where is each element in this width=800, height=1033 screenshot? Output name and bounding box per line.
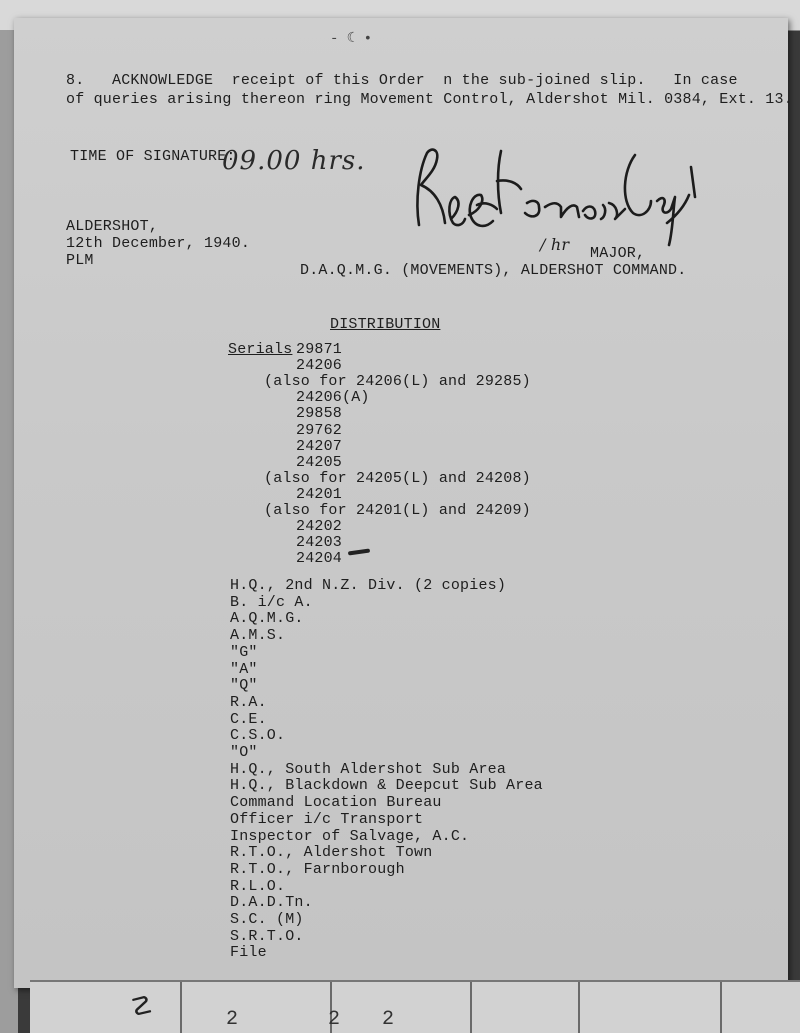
distribution-addressee-item: Command Location Bureau bbox=[230, 794, 442, 812]
distribution-addressee-item: "O" bbox=[230, 744, 258, 761]
appointment: D.A.Q.M.G. (MOVEMENTS), ALDERSHOT COMMAND. bbox=[300, 262, 687, 279]
distribution-addressee-item: S.C. (M) bbox=[230, 911, 304, 928]
distribution-addressee-item: R.T.O., Farnborough bbox=[230, 860, 405, 878]
distribution-serial-item: 24201 bbox=[296, 485, 343, 503]
distribution-serial-item: 24206(A) bbox=[296, 389, 370, 407]
paragraph-8-line-1: 8. ACKNOWLEDGE receipt of this Order n the sub-joined slip. In case bbox=[66, 72, 738, 89]
distribution-serial-item: (also for 24206(L) and 29285) bbox=[264, 373, 531, 391]
distribution-addressee-item: B. i/c A. bbox=[230, 593, 313, 611]
distribution-addressee-item: C.S.O. bbox=[230, 727, 286, 745]
distribution-addressee-item: D.A.D.Tn. bbox=[230, 894, 313, 912]
distribution-addressee-item: H.Q., South Aldershot Sub Area bbox=[230, 760, 507, 778]
distribution-addressee-item: Inspector of Salvage, A.C. bbox=[230, 827, 470, 845]
distribution-addressee-item: "Q" bbox=[230, 677, 258, 695]
distribution-serial-item: 29762 bbox=[296, 421, 343, 439]
distribution-serial-item: 24206 bbox=[296, 357, 343, 375]
distribution-addressee-item: H.Q., Blackdown & Deepcut Sub Area bbox=[230, 777, 543, 795]
distribution-addressee-item: R.A. bbox=[230, 693, 267, 711]
paragraph-8-line-2: of queries arising thereon ring Movement Control, Aldershot Mil. 0384, Ext. 13. bbox=[66, 91, 793, 108]
distribution-addressee-item: H.Q., 2nd N.Z. Div. (2 copies) bbox=[230, 577, 507, 594]
distribution-addressee-item: File bbox=[230, 944, 267, 962]
distribution-heading: DISTRIBUTION bbox=[330, 316, 441, 333]
distribution-serial-item: 29858 bbox=[296, 405, 343, 423]
distribution-addressee-item: R.T.O., Aldershot Town bbox=[230, 844, 433, 862]
date: 12th December, 1940. bbox=[66, 235, 251, 252]
page-header-mark: - ☾ • bbox=[330, 31, 373, 47]
distribution-serial-item: 24205 bbox=[296, 453, 343, 471]
rank: MAJOR, bbox=[590, 245, 646, 262]
distribution-serial-item: (also for 24201(L) and 24209) bbox=[264, 502, 531, 519]
distribution-addressee-item: "A" bbox=[230, 660, 258, 678]
signature-initial: / hr bbox=[540, 235, 570, 254]
distribution-addressee-item: S.R.T.O. bbox=[230, 927, 304, 945]
distribution-serial-item: 24203 bbox=[296, 534, 343, 552]
distribution-serial-item: 24204 bbox=[296, 550, 343, 568]
distribution-addressee-item: A.M.S. bbox=[230, 627, 286, 645]
form-number: 2 bbox=[226, 1008, 239, 1031]
distribution-addressee-item: C.E. bbox=[230, 710, 267, 728]
distribution-addressee-item: Officer i/c Transport bbox=[230, 810, 424, 828]
distribution-addressee-item: R.L.O. bbox=[230, 877, 286, 895]
bottom-form-strip bbox=[30, 980, 800, 1033]
distribution-serial-item: (also for 24205(L) and 24208) bbox=[264, 469, 531, 487]
distribution-addressee-item: A.Q.M.G. bbox=[230, 610, 304, 628]
form-number: 2 bbox=[382, 1008, 395, 1031]
distribution-serial-item: 24207 bbox=[296, 437, 343, 455]
serials-label: Serials bbox=[228, 341, 293, 358]
form-handwritten-mark: ☡ bbox=[130, 992, 154, 1022]
typist-initials: PLM bbox=[66, 252, 94, 269]
distribution-serial-item: 24202 bbox=[296, 518, 343, 536]
distribution-addressee-item: "G" bbox=[230, 643, 258, 661]
place: ALDERSHOT, bbox=[66, 218, 159, 235]
distribution-serial-item: 29871 bbox=[296, 341, 343, 358]
form-number: 2 bbox=[328, 1008, 341, 1031]
time-of-signature-label: TIME OF SIGNATURE: bbox=[70, 148, 236, 165]
time-of-signature-handwritten: 09.00 hrs. bbox=[222, 146, 366, 176]
